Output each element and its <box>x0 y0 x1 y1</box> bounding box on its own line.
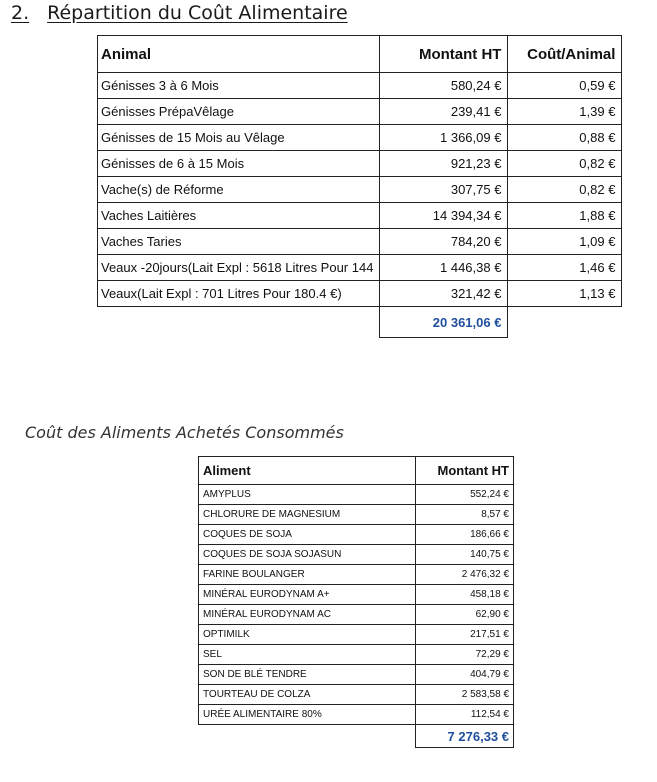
blank-cell <box>199 725 416 748</box>
table-cell: MINÉRAL EURODYNAM A+ <box>199 585 416 605</box>
total-row <box>98 307 622 338</box>
table-cell: 0,82 € <box>508 151 622 177</box>
table-cell: Veaux(Lait Expl : 701 Litres Pour 180.4 €) <box>98 281 380 307</box>
table-cell: Génisses de 6 à 15 Mois <box>98 151 380 177</box>
table-cell: 784,20 € <box>380 229 508 255</box>
table-row <box>199 485 514 505</box>
table-cell: SON DE BLÉ TENDRE <box>199 665 416 685</box>
table-cell: Vache(s) de Réforme <box>98 177 380 203</box>
table-cell: Génisses de 15 Mois au Vêlage <box>98 125 380 151</box>
table-cell: 140,75 € <box>416 545 514 565</box>
table-row <box>199 505 514 525</box>
table-cell: 0,59 € <box>508 73 622 99</box>
table-row <box>199 525 514 545</box>
blank-cell <box>508 307 622 338</box>
table-cell: COQUES DE SOJA SOJASUN <box>199 545 416 565</box>
table-header-row <box>98 36 622 73</box>
table-cell: SEL <box>199 645 416 665</box>
animal-cost-table <box>97 35 622 338</box>
table-row <box>98 125 622 151</box>
table-cell: 1,13 € <box>508 281 622 307</box>
table-cell: 1,88 € <box>508 203 622 229</box>
table-row <box>199 665 514 685</box>
table-row <box>98 151 622 177</box>
table-cell: 1,09 € <box>508 229 622 255</box>
table-cell: 217,51 € <box>416 625 514 645</box>
table-cell: 14 394,34 € <box>380 203 508 229</box>
table-row <box>98 281 622 307</box>
feed-cost-subtitle: Coût des Aliments Achetés Consommés <box>25 423 344 442</box>
table-row <box>98 229 622 255</box>
table-cell: Vaches Taries <box>98 229 380 255</box>
blank-cell <box>98 307 380 338</box>
table-cell: 458,18 € <box>416 585 514 605</box>
table-cell: AMYPLUS <box>199 485 416 505</box>
table-cell: 552,24 € <box>416 485 514 505</box>
table-cell: 404,79 € <box>416 665 514 685</box>
table-cell: TOURTEAU DE COLZA <box>199 685 416 705</box>
table-cell: MINÉRAL EURODYNAM AC <box>199 605 416 625</box>
table-row <box>98 255 622 281</box>
header-montant: Montant HT <box>380 36 508 73</box>
table-cell: CHLORURE DE MAGNESIUM <box>199 505 416 525</box>
table-cell: 186,66 € <box>416 525 514 545</box>
table-cell: Veaux -20jours(Lait Expl : 5618 Litres Pour 144 <box>98 255 380 281</box>
table-cell: 0,88 € <box>508 125 622 151</box>
table-row <box>199 705 514 725</box>
table-cell: FARINE BOULANGER <box>199 565 416 585</box>
table-row <box>199 645 514 665</box>
table-row <box>199 585 514 605</box>
header-animal: Animal <box>98 36 380 73</box>
table-cell: 112,54 € <box>416 705 514 725</box>
section-title-text: Répartition du Coût Alimentaire <box>47 2 348 24</box>
table-cell: URÉE ALIMENTAIRE 80% <box>199 705 416 725</box>
table-cell: 8,57 € <box>416 505 514 525</box>
feed-total: 7 276,33 € <box>416 725 514 748</box>
table-cell: 1 446,38 € <box>380 255 508 281</box>
table-row <box>98 177 622 203</box>
table-cell: 580,24 € <box>380 73 508 99</box>
table-cell: Génisses PrépaVêlage <box>98 99 380 125</box>
feed-cost-table <box>198 456 514 748</box>
header-cout-animal: Coût/Animal <box>508 36 622 73</box>
table-cell: 62,90 € <box>416 605 514 625</box>
total-row <box>199 725 514 748</box>
header-aliment: Aliment <box>199 457 416 485</box>
table-row <box>199 605 514 625</box>
table-cell: 307,75 € <box>380 177 508 203</box>
table-cell: 1 366,09 € <box>380 125 508 151</box>
table-cell: COQUES DE SOJA <box>199 525 416 545</box>
header-montant: Montant HT <box>416 457 514 485</box>
table-cell: OPTIMILK <box>199 625 416 645</box>
table-cell: 2 476,32 € <box>416 565 514 585</box>
table-cell: 321,42 € <box>380 281 508 307</box>
table-row <box>199 545 514 565</box>
table-cell: 1,46 € <box>508 255 622 281</box>
table-cell: 239,41 € <box>380 99 508 125</box>
table-row <box>199 565 514 585</box>
table-cell: 921,23 € <box>380 151 508 177</box>
table-cell: Vaches Laitières <box>98 203 380 229</box>
table-cell: 0,82 € <box>508 177 622 203</box>
section-title <box>11 2 348 24</box>
table-row <box>98 99 622 125</box>
table-row <box>199 625 514 645</box>
table-header-row <box>199 457 514 485</box>
table-cell: 72,29 € <box>416 645 514 665</box>
table-row <box>199 685 514 705</box>
table-row <box>98 73 622 99</box>
section-number: 2. <box>11 2 30 24</box>
table-row <box>98 203 622 229</box>
animal-total: 20 361,06 € <box>380 307 508 338</box>
table-cell: Génisses 3 à 6 Mois <box>98 73 380 99</box>
table-cell: 1,39 € <box>508 99 622 125</box>
table-cell: 2 583,58 € <box>416 685 514 705</box>
